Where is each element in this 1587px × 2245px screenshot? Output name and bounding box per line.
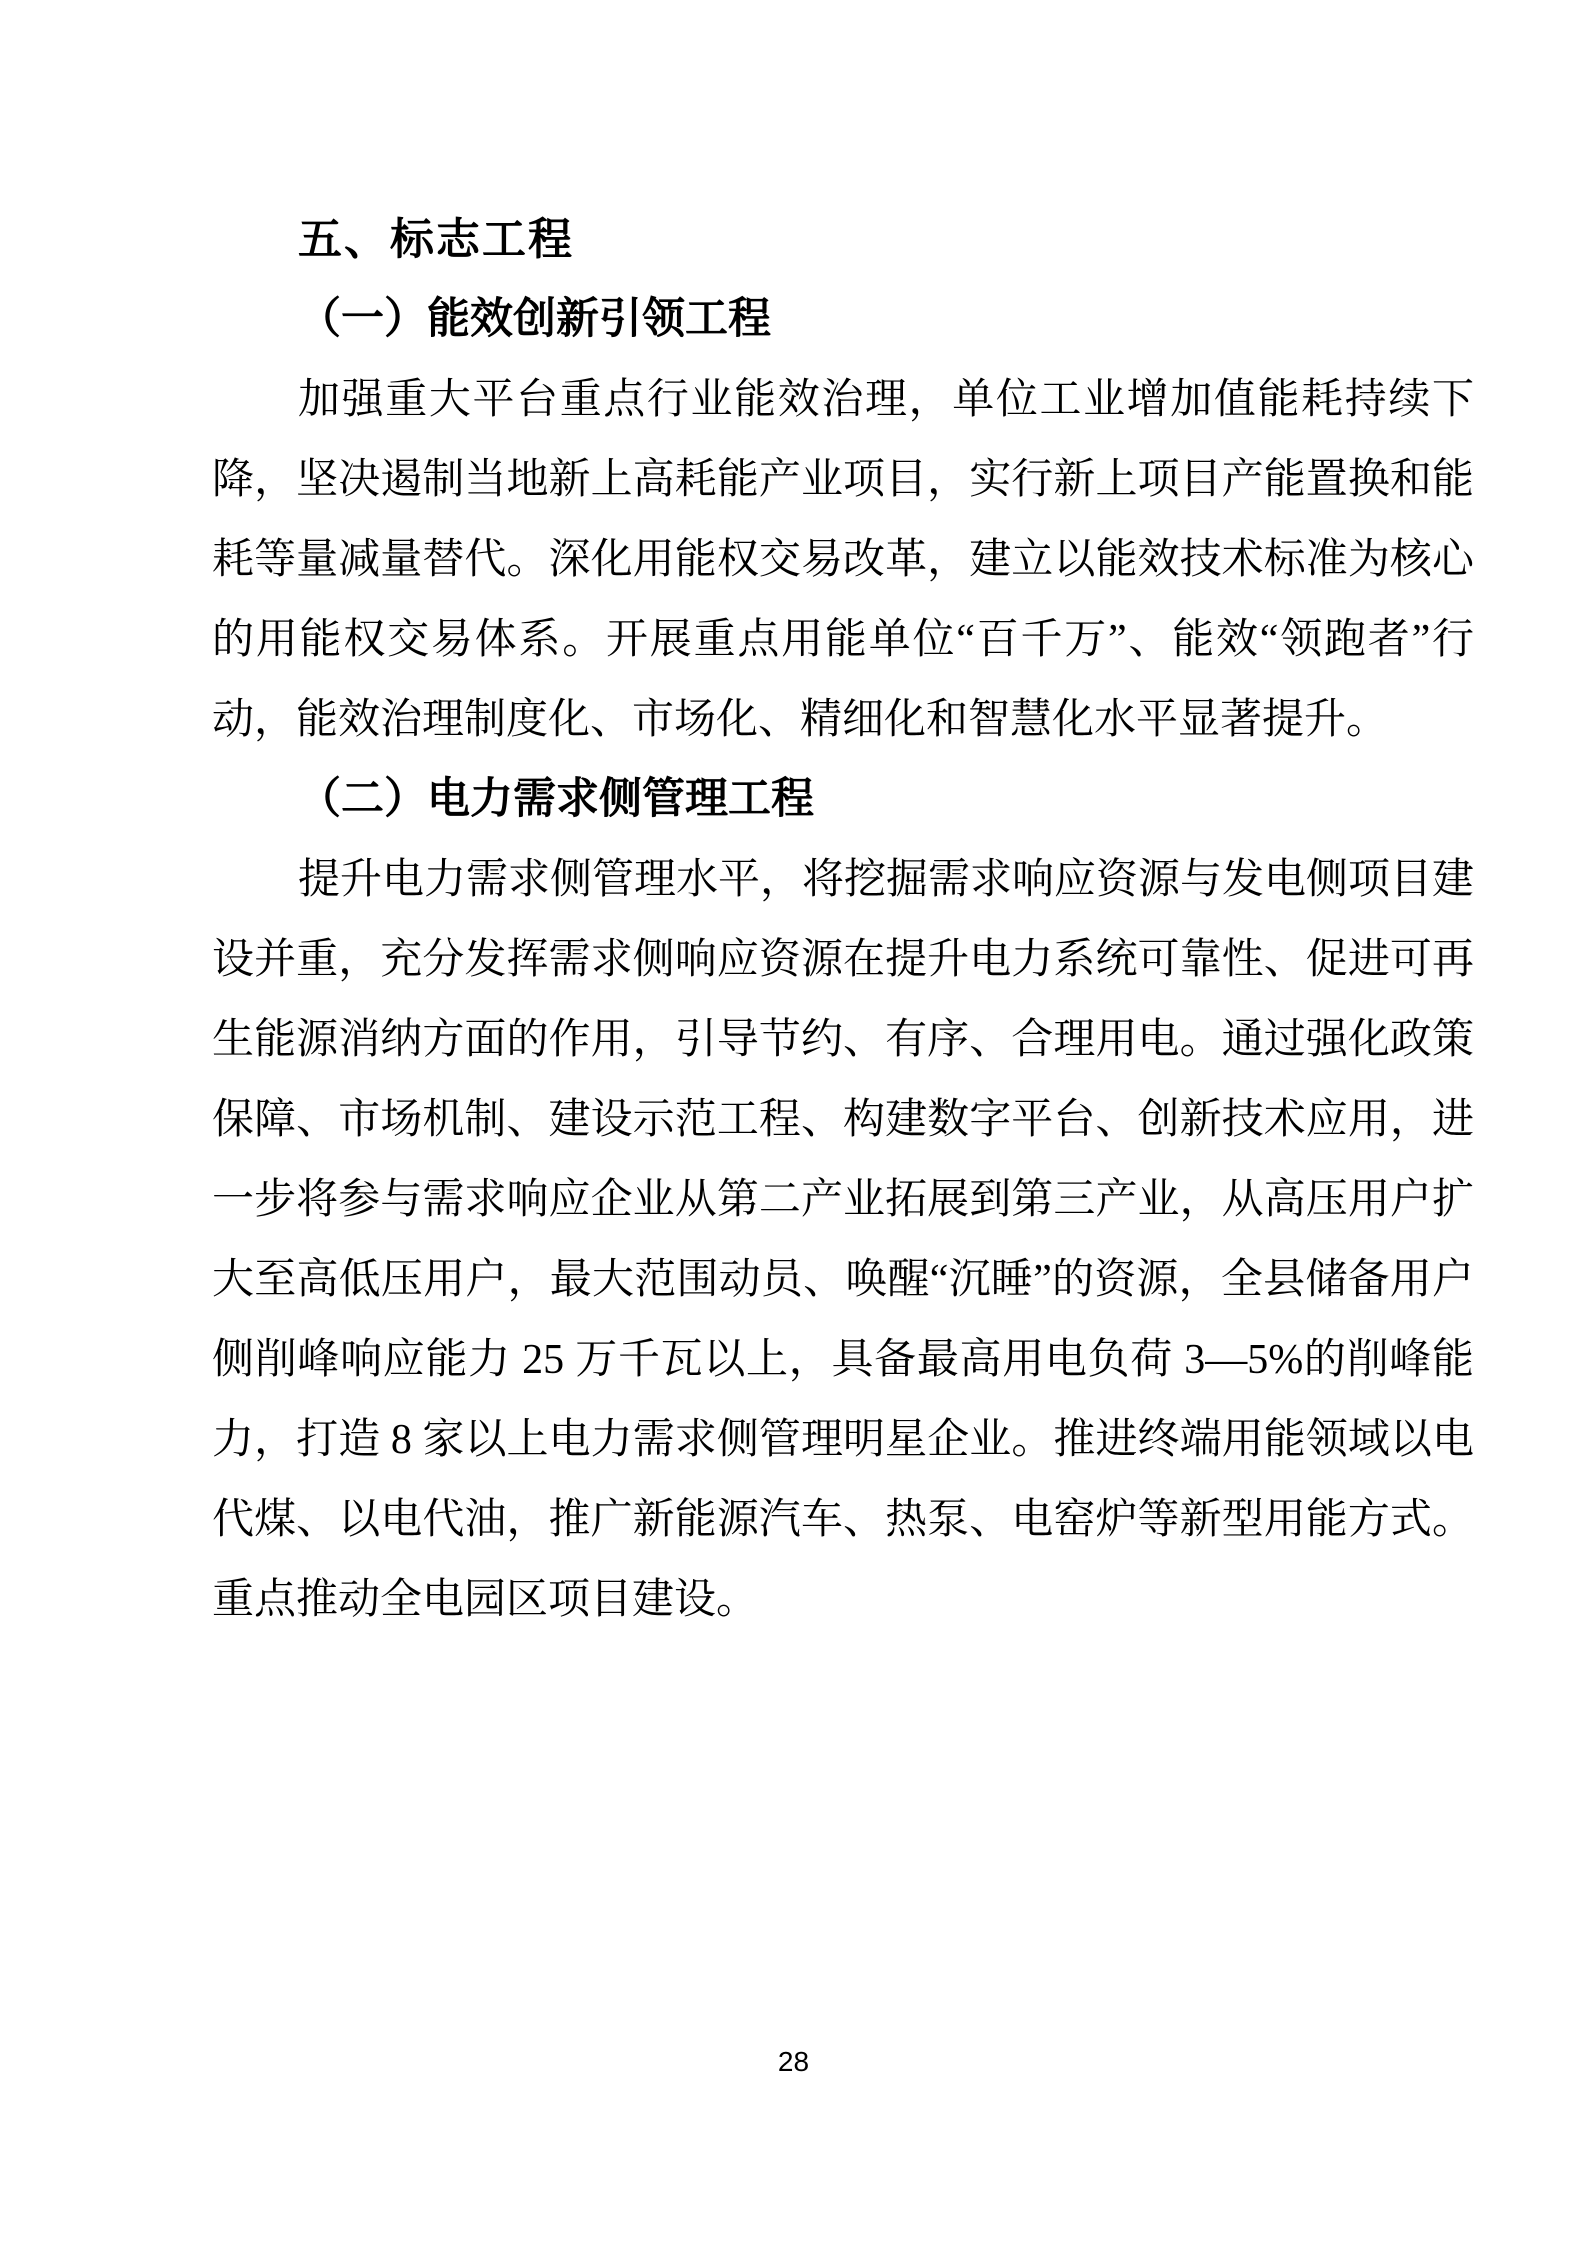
section-1-title: （一）能效创新引领工程	[298, 296, 771, 343]
chapter-heading: 五、标志工程	[298, 215, 574, 264]
document-content	[212, 200, 1474, 1640]
section-2-title: （二）电力需求侧管理工程	[298, 776, 814, 823]
page-number: 28	[777, 2046, 810, 2077]
section-1-paragraph: 加强重大平台重点行业能效治理，单位工业增加值能耗持续下降，坚决遏制当地新上高耗能产业项目，实行新上项目产能置换和能耗等量减量替代。深化用能权交易改革，建立以能效技术标准为核心的用能权交易体系。开展重点用能单位“百千万”、能效“领跑者”行动，能效治理制度化、市场化、精细化和智慧化水平显著提升。	[212, 377, 1474, 743]
section-2-paragraph: 提升电力需求侧管理水平，将挖掘需求响应资源与发电侧项目建设并重，充分发挥需求侧响应资源在提升电力系统可靠性、促进可再生能源消纳方面的作用，引导节约、有序、合理用电。通过强化政策保障、市场机制、建设示范工程、构建数字平台、创新技术应用，进一步将参与需求响应企业从第二产业拓展到第三产业，从高压用户扩大至高低压用户，最大范围动员、唤醒“沉睡”的资源，全县储备用户侧削峰响应能力 25 万千瓦以上，具备最高用电负荷 3—5%的削峰能力，打造 8 家以上电力需求侧管理明星企业。推进终端用能领域以电代煤、以电代油，推广新能源汽车、热泵、电窑炉等新型用能方式。重点推动全电园区项目建设。	[212, 857, 1475, 1623]
